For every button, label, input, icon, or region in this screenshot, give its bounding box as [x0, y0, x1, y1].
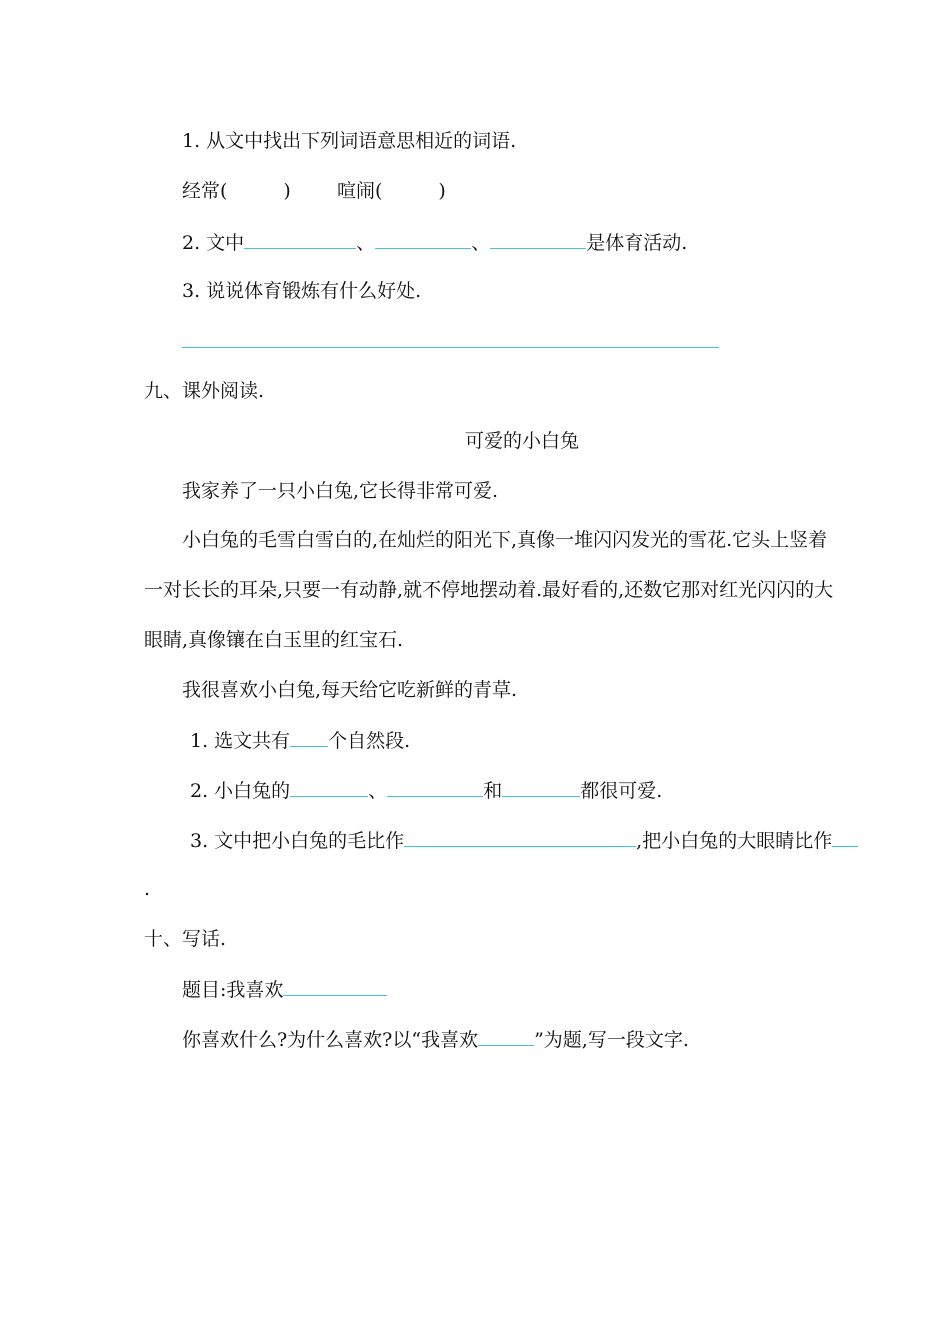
answer-blank[interactable] [283, 975, 387, 996]
paragraph-line: 一对长长的耳朵,只要一有动静,就不停地摆动着.最好看的,还数它那对红光闪闪的大 [144, 579, 834, 601]
answer-blank[interactable] [290, 776, 368, 797]
answer-blank[interactable] [478, 1025, 534, 1046]
reading-question-3: 3. 文中把小白兔的毛比作 ,把小白兔的大眼睛比作 [190, 826, 858, 854]
paragraph: 我很喜欢小白兔,每天给它吃新鲜的青草. [182, 679, 518, 701]
answer-blank[interactable] [290, 726, 328, 747]
question-3: 3. 说说体育锻炼有什么好处. [182, 280, 422, 302]
paragraph: 我家养了一只小白兔,它长得非常可爱. [182, 480, 499, 502]
answer-blank[interactable] [490, 228, 586, 249]
reading-question-2: 2. 小白兔的 、 和 都很可爱. [190, 776, 662, 804]
word-xuannao: 喧闹( [336, 180, 383, 202]
section-10-heading: 十、写话. [144, 928, 227, 950]
answer-blank[interactable] [387, 776, 483, 797]
answer-line[interactable] [182, 347, 719, 348]
paragraph: 小白兔的毛雪白雪白的,在灿烂的阳光下,真像一堆闪闪发光的雪花.它头上竖着 [182, 529, 828, 551]
question-2: 2. 文中 、 、 是体育活动. [182, 228, 687, 256]
paragraph-line: 眼睛,真像镶在白玉里的红宝石. [144, 629, 404, 651]
answer-blank[interactable] [832, 826, 858, 847]
question-1-items: 经常( ) 喧闹( ) [182, 180, 446, 202]
story-title: 可爱的小白兔 [465, 430, 580, 452]
answer-blank[interactable] [404, 826, 636, 847]
question-1: 1. 从文中找出下列词语意思相近的词语. [182, 130, 517, 152]
section-9-heading: 九、课外阅读. [144, 380, 265, 402]
answer-blank[interactable] [375, 228, 471, 249]
answer-blank[interactable] [244, 228, 356, 249]
word-jingchang: 经常( [182, 180, 228, 202]
reading-question-1: 1. 选文共有 个自然段. [190, 726, 410, 754]
writing-topic: 题目:我喜欢 [182, 975, 387, 1003]
writing-prompt: 你喜欢什么?为什么喜欢?以“我喜欢 ”为题,写一段文字. [182, 1025, 689, 1053]
trailing-period: . [144, 878, 151, 900]
answer-blank[interactable] [502, 776, 580, 797]
